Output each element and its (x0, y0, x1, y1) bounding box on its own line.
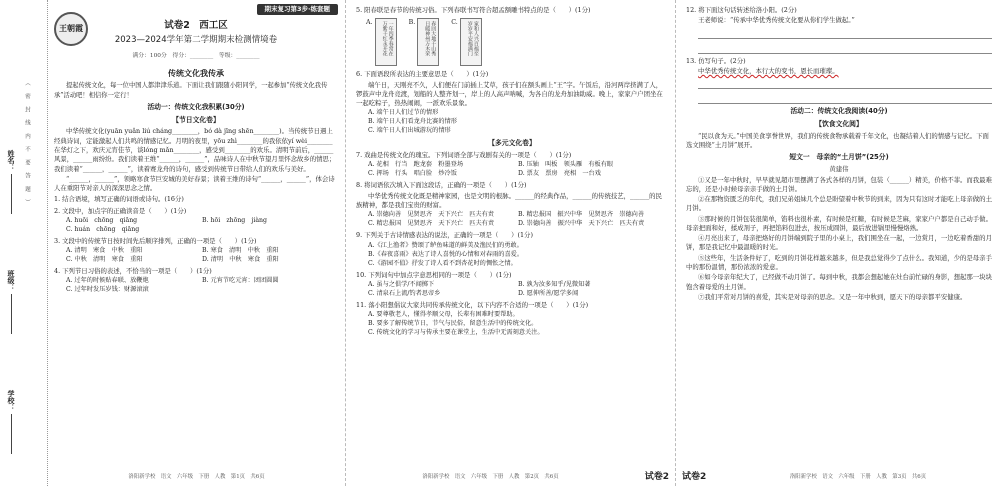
option[interactable]: C. 传统文化的学习与传承主要在课堂上，生活中无需刻意关注。 (368, 329, 544, 336)
option[interactable]: A. 要尊敬老人，懂得孝顺父母，长辈有困难时要帮助。 (368, 311, 519, 319)
article-paragraph: ③那时候的月饼包装很简单，馅料也很朴素，有时候是红糖，有时候是芝麻，家家户户都是自己动手做。母亲把面和好，揉成剂子，再把馅料包进去，按压成圆饼，最后放进锅里慢慢烙熟。 (686, 214, 992, 232)
exam-page-1 (0, 0, 345, 486)
activity-1-heading: 活动一：传统文化我积累(30分) (147, 102, 245, 111)
paper-tag: 试卷2 (644, 471, 669, 482)
couplet-option-c[interactable]: C. 家和人兴百福至 岁岁平安福满门 (451, 18, 482, 66)
option[interactable]: D. 崇德向善 振兴中华 天下兴亡 匹夫有责 (518, 220, 645, 228)
question-3: 3. 文段中的传统节日按时间先后顺序排列，正确的一项是（ ）(1分) (54, 236, 257, 245)
option[interactable]: C. 清泉石上流/钓者思帝乡 (368, 289, 441, 297)
question-5: 5. 阳春联是春节的传统习俗。下列春联书写符合超孟额雕书特点的是（ ）(1分) (356, 6, 591, 14)
option[interactable]: B.《春夜喜雨》表达了诗人喜悦的心情和对春雨的喜爱。 (368, 250, 524, 258)
section-culture-heading: 【多元文化卷】 (488, 139, 536, 148)
section-festival-heading: 【节日文化卷】 (172, 115, 220, 124)
couplet-options (366, 18, 668, 66)
option[interactable]: C. 中秋 清明 寒食 重阳 (66, 256, 143, 264)
page-footer: 洛阳新学校 语文 六年级 下册 人教 第2页 共6页 (422, 474, 559, 481)
option[interactable]: B. 压轴 叫板 领头雁 有板有眼 (518, 161, 614, 169)
question-13: 13. 仿写句子。(2分) (686, 56, 746, 65)
page-footer: 洛阳新学校 语文 六年级 下册 人教 第3页 共6页 (789, 474, 927, 481)
paper-tag: 试卷2 (682, 471, 707, 482)
couplet-scroll-image: 春回大地千山秀 日暖神州万木荣 (417, 18, 439, 66)
option[interactable]: C. 端午日人们出城游玩的情形 (368, 127, 451, 135)
score-line: 满分：100分 得分：________ 等级：________ (132, 52, 260, 59)
option[interactable]: C. 挥场 行头 唱白脸 炒冷饭 (368, 170, 457, 178)
exam-page-2 (345, 0, 675, 486)
intro-text: 提起传统文化，每一位中国人都津津乐道。下面让我们跟随小阳同学，一起参加“传统文化我传承”活动吧！相信你一定行！ (54, 82, 328, 99)
option[interactable]: C. huán chōng qiāng (66, 225, 140, 233)
couplet-scroll-image: 一年四季春常在 万紫千红永开花 (375, 18, 397, 66)
article-paragraph: ⑤这些年，生活条件好了，吃到的月饼花样越来越多，但是我总觉得少了点什么。我知道，少的是母亲手中的那份温情，那份浓浓的爱意。 (686, 253, 992, 272)
option[interactable]: D. 清明 中秋 寒食 重阳 (202, 256, 279, 264)
option[interactable]: A.《江上渔者》赞颂了鲈鱼味道的鲜美及渔民们的勇敢。 (368, 241, 523, 249)
section-food-heading: 【饮食文化阅】 (815, 119, 863, 128)
theme-heading: 传统文化我传承 (168, 68, 224, 78)
page-footer: 洛阳新学校 语文 六年级 下册 人教 第1页 共6页 (128, 474, 265, 481)
article-paragraph: ⑦我们平常对月饼的喜爱，其实是对母亲的思念。又是一年中秋到，愿天下的母亲都平安健康。 (698, 292, 967, 301)
question-6-passage: 端午日，天刚亮不久，人们便在门前插上艾草，孩子们在额头画上“王”字。午饭后，沿河两岸挤满了人，锣鼓声中龙舟竞渡，划船的人整齐划一，岸上的人高声呐喊，为各自的龙舟加油助威。晚上，家家户户团坐在一起吃粽子，热热闹闹，一派欢乐景象。 (356, 80, 663, 108)
seal-line-note: （ 密 封 线 内 不 要 答 题 ） (23, 80, 30, 208)
option[interactable]: A. 花相 行当 跑龙套 粉墨登场 (368, 161, 464, 169)
article-author: 黄建伟 (829, 165, 849, 174)
option[interactable]: A. 清明 寒食 中秋 重阳 (66, 247, 143, 255)
option[interactable]: A. 过年的时候贴春联、放鞭炮 (66, 277, 149, 285)
option[interactable]: B. 寒食 清明 中秋 重阳 (202, 247, 279, 255)
exam-title: 试卷2 西工区 (164, 20, 228, 32)
school-field[interactable]: 学校： (4, 390, 16, 454)
article-paragraph: ②在那物资匮乏的年代，我们兄弟姐妹几个总是盼望着中秋节的到来，因为只有这时才能吃上母亲做的土月饼。 (686, 195, 992, 213)
option[interactable]: A. 虽与之俱学/不闻掷下 (368, 280, 435, 288)
question-9: 9. 下列关于古诗情感表达的说法，正确的一项是（ ）(1分) (356, 231, 533, 240)
question-12-text: 王老师说：“传承中华优秀传统文化要从你们学生做起。” (698, 16, 855, 25)
activity-2-heading: 活动二：传统文化我阅读(40分) (790, 107, 888, 116)
question-6: 6. 下面语段所表达的主要意思是（ ）(1分) (356, 70, 489, 79)
review-banner: 期末复习第3步·练套题 (257, 4, 339, 15)
couplet-scroll-image: 家和人兴百福至 岁岁平安福满门 (460, 18, 482, 66)
question-8: 8. 将词语依次填入下面这段话，正确的一项是（ ）(1分) (356, 181, 527, 190)
article-paragraph: ①又是一年中秋时，早早就见超市里摆满了各式各样的月饼，包装（______）精美，价格不菲。而我最难忘的，还是小时候母亲亲手做的土月饼。 (686, 175, 992, 193)
article-paragraph: ⑥如今母亲年纪大了，已经做不动月饼了。每到中秋，我都会想起她在灶台前忙碌的身影，想起那一块块饱含着母爱的土月饼。 (686, 273, 992, 291)
option[interactable]: D. 票友 票房 亮相 一台戏 (518, 170, 601, 178)
question-12: 12. 将下面这句话转述给洛小阳。(2分) (686, 6, 797, 14)
question-7: 7. 戏曲是传统文化的瑰宝。下列词语全部与戏剧有关的一项是（ ）(1分) (356, 151, 572, 160)
option[interactable]: D. 愿伸所善/愿学多闻 (518, 289, 579, 297)
couplet-option-a[interactable]: A. 一年四季春常在 万紫千红永开花 (366, 18, 397, 66)
question-11: 11. 落小阳想倡议大家共同传承传统文化，以下内容不合适的一项是（ ）(1分) (356, 300, 589, 309)
answer-line[interactable] (698, 77, 992, 89)
exam-page-3 (675, 0, 1000, 486)
passage-paragraph: 中华传统文化(yuān yuǎn liú cháng________，bó dà jīng shēn________)。当传统节日遇上经典诗词，定能激起人们共鸣的情感记忆。月明的夜里，yōu zhì________的我依依yí wèi________在华灯之下，欢庆元宵佳节，谈lóng mǎn________，感受到________的欢乐。清明节前后，______风景，______雨纷纷。我们读着王维“______，______”，品味诗人在中秋节望月里怀念故乡的情思；我们读着“______，______”，读着赛龙舟的诗句，感受到传统节日带给人们的欢乐与美好。 (54, 127, 336, 173)
option[interactable]: C. 过年时发压岁钱：财源滚滚 (66, 286, 149, 294)
question-13-text: 中华优秀传统文化，本行大的变书，恩长而璀璨。 (698, 66, 839, 75)
binding-strip (0, 0, 48, 486)
class-field[interactable]: 班级： (4, 270, 16, 334)
question-1: 1. 结合语境，填写正确的词语或诗句。(16分) (54, 195, 184, 204)
answer-line[interactable] (698, 92, 992, 104)
option[interactable]: B. 要多了解传统节日，节气与民俗，留意生活中的传统文化。 (368, 320, 538, 328)
option[interactable]: A. huōi chōng qiāng (66, 216, 138, 224)
option[interactable]: B. 元宵节吃元宵：团团圆圆 (202, 277, 279, 285)
option[interactable]: B. hōi zhōng jiàng (202, 216, 267, 224)
article-title: 短文一 母亲的“土月饼”(25分) (789, 153, 889, 162)
question-8-passage: 中华优秀传统文化既是精神家园，也是文明的根脉。______的经典作品，______的传统技艺，______的民族精神，都是我们宝贵的财富。 (356, 191, 662, 210)
answer-line[interactable] (698, 27, 992, 39)
section-intro: “民以食为天。”中国美食享誉世界，我们的传统食物承载着千年文化，也凝结着人们的情感与记忆。下面选文围绕“土月饼”展开。 (686, 131, 989, 150)
article-paragraph: ④月亮出来了，母亲把烙好的月饼端到院子里的小桌上，我们围坐在一起，一边赏月，一边吃着香甜的月饼，那是我记忆中最温暖的时光。 (686, 234, 992, 252)
option[interactable]: B. 精忠报国 振兴中华 见贤思齐 崇德向善 (518, 211, 645, 219)
option[interactable]: C.《游园不值》抒发了诗人看不到杏花时的惆怅之情。 (368, 259, 517, 267)
exam-subtitle: 2023—2024学年第二学期期末检测情境卷 (114, 35, 278, 46)
option[interactable]: A. 崇德向善 见贤思齐 天下兴亡 匹夫有责 (368, 211, 494, 219)
question-2: 2. 文段中，加点字的正确读音是（ ）(1分) (54, 206, 187, 215)
passage-paragraph: “______，______”，领略寒食节巨安城的美好春景；读着王维的诗句“______，______”，体会诗人在重阳节对亲人的深深思念之情。 (54, 174, 335, 193)
answer-line[interactable] (698, 42, 992, 54)
publisher-logo: 王朝霞 (54, 12, 88, 46)
option[interactable]: A. 端午日人们过节的情形 (368, 109, 439, 117)
option[interactable]: C. 精忠报国 见贤思齐 天下兴亡 匹夫有责 (368, 220, 495, 228)
couplet-option-b[interactable]: B. 春回大地千山秀 日暖神州万木荣 (409, 18, 440, 66)
option[interactable]: B. 孰为汝多知乎/见微知著 (518, 280, 591, 288)
option[interactable]: B. 端午日人们看龙舟比赛的情形 (368, 118, 457, 126)
name-field[interactable]: 姓名： (4, 150, 16, 214)
question-4: 4. 下列节日习俗的表述，不恰当的一项是（ ）(1分) (54, 267, 212, 276)
question-10: 10. 下列词句中加点字意思相同的一项是（ ）(1分) (356, 270, 512, 279)
